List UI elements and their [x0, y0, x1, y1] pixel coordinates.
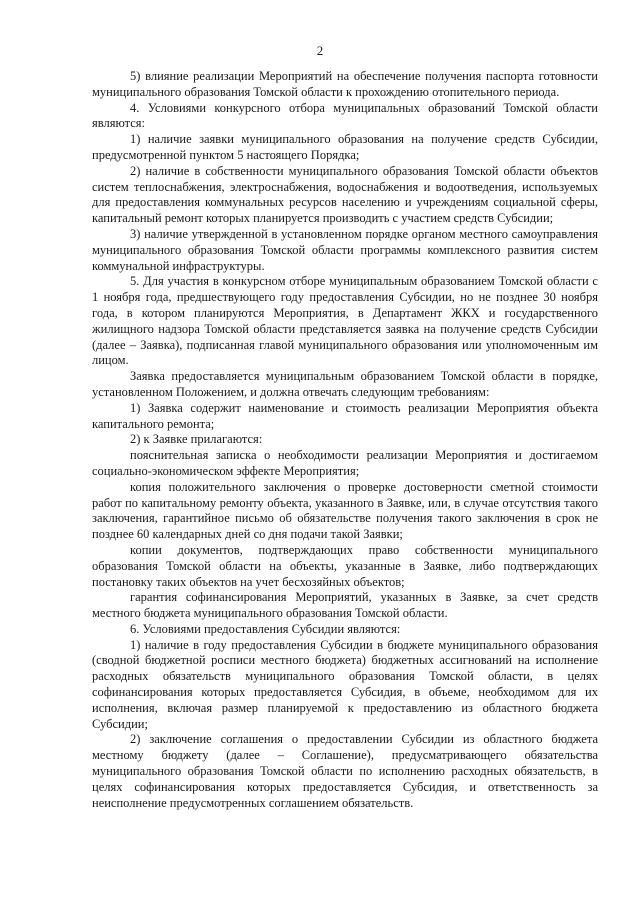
document-body	[92, 69, 598, 811]
paragraph-attachment-expertise: копия положительного заключения о проверке достоверности сметной стоимости работ по капитальному ремонту объекта, указанного в Заявке, или, в случае отсутствия такого заключения, гарантийное письмо об обязательстве получения такого заключения в срок не позднее 60 календарных дней со дня подачи такой Заявки;	[92, 479, 598, 542]
paragraph-condition-1: 1) наличие заявки муниципального образования на получение средств Субсидии, предусмотренной пунктом 5 настоящего Порядка;	[92, 132, 598, 162]
paragraph-application-item-1: 1) Заявка содержит наименование и стоимость реализации Мероприятия объекта капитального ремонта;	[92, 400, 598, 431]
paragraph-condition-3: 3) наличие утвержденной в установленном порядке органом местного самоуправления муниципального образования Томской области программы комплексного развития систем коммунальной инфраструктуры.	[92, 226, 598, 273]
paragraph-condition-2: 2) наличие в собственности муниципального образования Томской области объектов систем теплоснабжения, электроснабжения, водоснабжения и водоотведения, используемых для предоставления коммунальных ресурсов населению и учреждениям социальной сферы, капитальный ремонт которых планируется производить с участием средств Субсидии;	[92, 163, 598, 226]
paragraph-section-6: 6. Условиями предоставления Субсидии являются:	[130, 621, 401, 636]
paragraph-section-4: 4. Условиями конкурсного отбора муниципальных образований Томской области являются:	[92, 100, 598, 131]
paragraph-attachment-note: пояснительная записка о необходимости реализации Мероприятия и достигаемом социально-экономическом эффекте Мероприятия;	[92, 448, 598, 478]
paragraph-attachment-guarantee: гарантия софинансирования Мероприятий, указанных в Заявке, за счет средств местного бюджета муниципального образования Томской области.	[92, 590, 598, 621]
paragraph-application-requirements: Заявка предоставляется муниципальным образованием Томской области в порядке, установленном Положением, и должна отвечать следующим требованиям:	[92, 369, 598, 399]
paragraph-subsidy-condition-2: 2) заключение соглашения о предоставлении Субсидии из областного бюджета местному бюджету (далее – Соглашение), предусматривающего обязательства муниципального образования Томской области по исполнению расходных обязательств, в целях софинансирования которых предоставляется Субсидия, и ответственность за неисполнение предусмотренных соглашением обязательств.	[92, 732, 598, 810]
paragraph-section-5: 5. Для участия в конкурсном отборе муниципальным образованием Томской области с 1 ноября года, предшествующего году предоставления Субсидии, но не позднее 30 ноября года, в котором планируются Мероприятия, в Департамент ЖКХ и государственного жилищного надзора Томской области представляется заявка на получение средств Субсидии (далее – Заявка), подписанная главой муниципального образования или уполномоченным им лицом.	[92, 274, 598, 368]
paragraph-subsidy-condition-1: 1) наличие в году предоставления Субсидии в бюджете муниципального образования (сводной бюджетной росписи местного бюджета) бюджетных ассигнований на исполнение расходных обязательств муниципального образования Томской области, в целях софинансирования которых предоставляется Субсидия, в объеме, необходимом для их исполнения, включая размер планируемой к предоставлению из областного бюджета Субсидии;	[92, 637, 598, 731]
paragraph-attachment-ownership: копии документов, подтверждающих право собственности муниципального образования Томской области на объекты, указанные в Заявке, либо подтверждающих постановку таких объектов на учет бесхозяйных объектов;	[92, 542, 598, 589]
page-number: 2	[316, 43, 324, 58]
paragraph-application-item-2: 2) к Заявке прилагаются:	[130, 432, 263, 447]
paragraph-criterion-5: 5) влияние реализации Мероприятий на обеспечение получения паспорта готовности муниципального образования Томской области к прохождению отопительного периода.	[92, 69, 598, 99]
